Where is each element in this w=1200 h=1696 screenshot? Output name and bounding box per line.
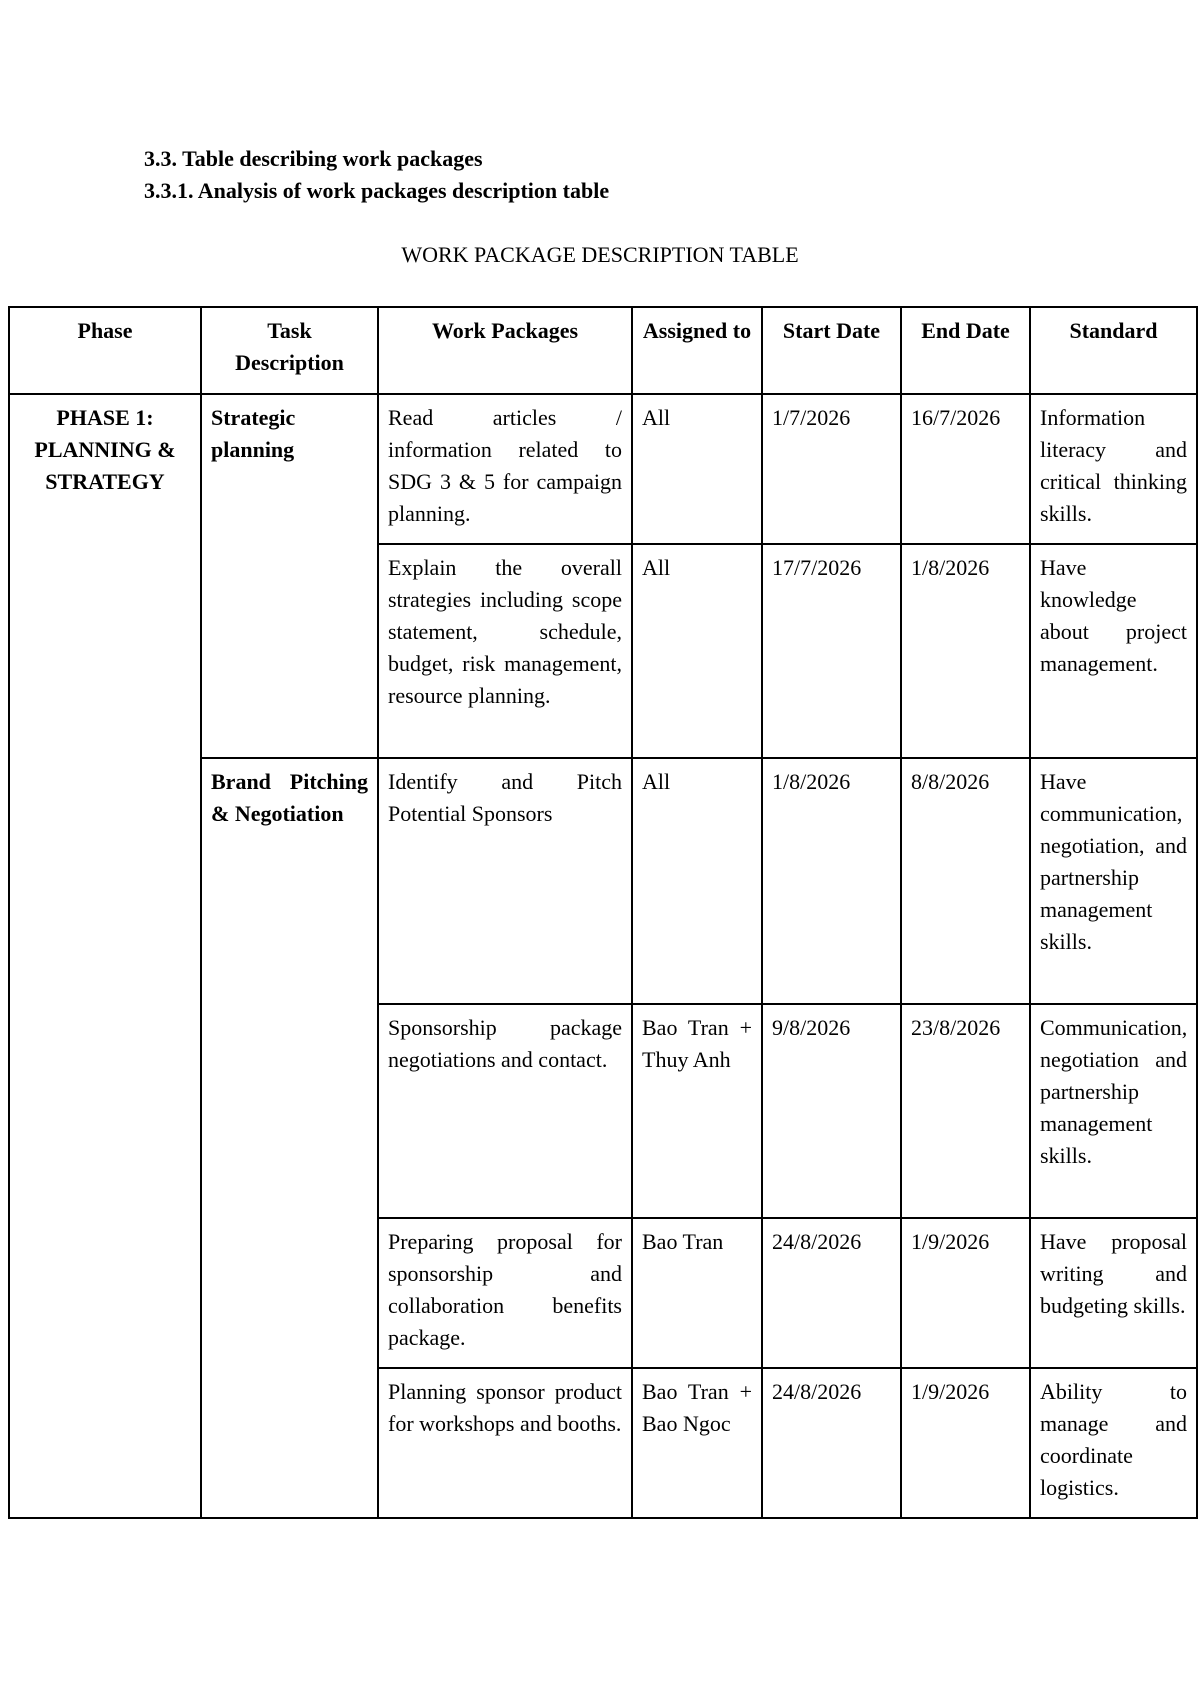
work-package-cell: Preparing proposal for sponsorship and collaboration benefits package. [378, 1218, 632, 1368]
standard-cell: Have communication, negotiation, and partnership management skills. [1030, 758, 1197, 1004]
header-task-description: Task Description [201, 307, 378, 394]
standard-cell: Communication, negotiation and partnership management skills. [1030, 1004, 1197, 1218]
header-end-date: End Date [901, 307, 1030, 394]
end-date-cell: 16/7/2026 [901, 394, 1030, 544]
start-date-cell: 24/8/2026 [762, 1368, 901, 1518]
work-package-cell: Planning sponsor product for workshops and booths. [378, 1368, 632, 1518]
standard-cell: Ability to manage and coordinate logistics. [1030, 1368, 1197, 1518]
start-date-cell: 9/8/2026 [762, 1004, 901, 1218]
table-header-row [9, 307, 1197, 394]
start-date-cell: 1/8/2026 [762, 758, 901, 1004]
table-row [9, 394, 1197, 544]
end-date-cell: 23/8/2026 [901, 1004, 1030, 1218]
header-standard: Standard [1030, 307, 1197, 394]
assigned-cell: All [632, 544, 762, 758]
header-phase: Phase [9, 307, 201, 394]
task-cell-strategic-planning: Strategic planning [201, 394, 378, 758]
phase-cell: PHASE 1: PLANNING & STRATEGY [9, 394, 201, 1518]
work-package-table [8, 306, 1198, 1519]
standard-cell: Information literacy and critical thinking skills. [1030, 394, 1197, 544]
start-date-cell: 1/7/2026 [762, 394, 901, 544]
work-package-cell: Identify and Pitch Potential Sponsors [378, 758, 632, 1004]
standard-cell: Have knowledge about project management. [1030, 544, 1197, 758]
assigned-cell: All [632, 758, 762, 1004]
assigned-cell: Bao Tran + Bao Ngoc [632, 1368, 762, 1518]
start-date-cell: 17/7/2026 [762, 544, 901, 758]
standard-cell: Have proposal writing and budgeting skills. [1030, 1218, 1197, 1368]
end-date-cell: 1/9/2026 [901, 1218, 1030, 1368]
header-assigned-to: Assigned to [632, 307, 762, 394]
subsection-heading: 3.3.1. Analysis of work packages description table [144, 178, 610, 203]
end-date-cell: 8/8/2026 [901, 758, 1030, 1004]
start-date-cell: 24/8/2026 [762, 1218, 901, 1368]
end-date-cell: 1/9/2026 [901, 1368, 1030, 1518]
table-title: WORK PACKAGE DESCRIPTION TABLE [401, 242, 799, 267]
work-package-cell: Read articles / information related to SDG 3 & 5 for campaign planning. [378, 394, 632, 544]
assigned-cell: Bao Tran [632, 1218, 762, 1368]
assigned-cell: Bao Tran + Thuy Anh [632, 1004, 762, 1218]
task-cell-brand-pitching: Brand Pitching & Negotiation [201, 758, 378, 1518]
section-heading: 3.3. Table describing work packages [144, 146, 483, 171]
work-package-cell: Explain the overall strategies including scope statement, schedule, budget, risk management, resource planning. [378, 544, 632, 758]
header-start-date: Start Date [762, 307, 901, 394]
end-date-cell: 1/8/2026 [901, 544, 1030, 758]
header-work-packages: Work Packages [378, 307, 632, 394]
work-package-cell: Sponsorship package negotiations and contact. [378, 1004, 632, 1218]
assigned-cell: All [632, 394, 762, 544]
